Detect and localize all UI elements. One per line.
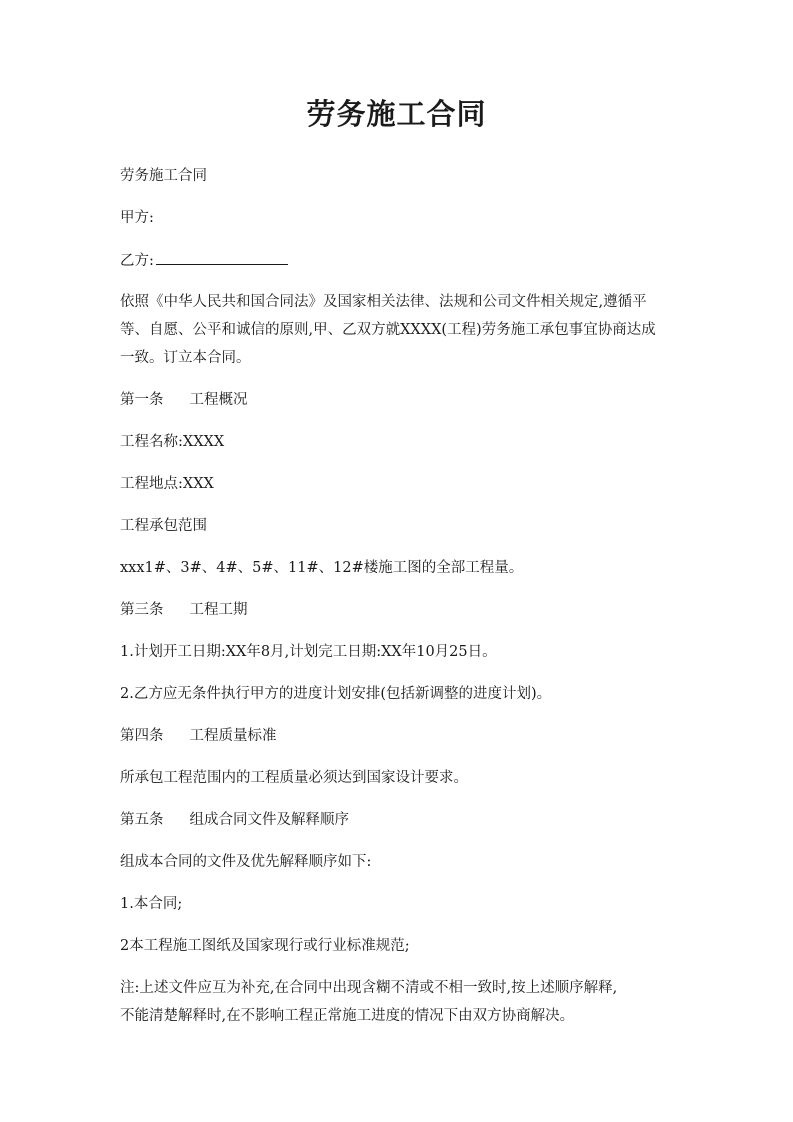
quality-text: 所承包工程范围内的工程质量必须达到国家设计要求。 xyxy=(120,770,468,786)
doc-item-2: 2本工程施工图纸及国家现行或行业标准规范; xyxy=(120,938,410,954)
article-5-heading xyxy=(120,810,349,830)
scope-text: xxx1#、3#、4#、5#、11#、12#楼施工图的全部工程量。 xyxy=(120,560,524,576)
article-3-heading xyxy=(120,600,248,620)
article-1-heading xyxy=(120,390,248,410)
article-5-number: 第五条 xyxy=(120,812,164,828)
intro-line-3: 一致。订立本合同。 xyxy=(120,350,251,366)
intro-line-1: 依照《中华人民共和国合同法》及国家相关法律、法规和公司文件相关规定,遵循平 xyxy=(120,294,647,310)
document-title: 劳务施工合同 xyxy=(306,97,487,131)
scope-heading: 工程承包范围 xyxy=(120,518,207,534)
docs-intro: 组成本合同的文件及优先解释顺序如下: xyxy=(120,854,372,870)
party-b-label: 乙方: xyxy=(120,253,154,269)
note-line-2: 不能清楚解释时,在不影响工程正常施工进度的情况下由双方协商解决。 xyxy=(120,1008,575,1024)
article-5-title: 组成合同文件及解释顺序 xyxy=(189,812,349,828)
party-b-line xyxy=(120,250,288,271)
schedule-item-2: 2.乙方应无条件执行甲方的进度计划安排(包括新调整的进度计划)。 xyxy=(120,686,552,702)
article-1-title: 工程概况 xyxy=(189,392,248,408)
project-location: 工程地点:XXX xyxy=(120,476,214,492)
doc-item-1: 1.本合同; xyxy=(120,896,183,912)
project-name: 工程名称:XXXX xyxy=(120,434,225,450)
party-b-blank xyxy=(156,250,288,265)
intro-line-2: 等、自愿、公平和诚信的原则,甲、乙双方就XXXX(工程)劳务施工承包事宜协商达成 xyxy=(120,322,656,338)
schedule-item-1: 1.计划开工日期:XX年8月,计划完工日期:XX年10月25日。 xyxy=(120,644,497,660)
article-4-number: 第四条 xyxy=(120,728,164,744)
article-4-title: 工程质量标准 xyxy=(189,728,277,744)
party-a-line: 甲方: xyxy=(120,210,154,226)
note-line-1: 注:上述文件应互为补充,在合同中出现含糊不清或不相一致时,按上述顺序解释, xyxy=(120,980,618,996)
article-3-number: 第三条 xyxy=(120,602,164,618)
article-4-heading xyxy=(120,726,277,746)
subtitle: 劳务施工合同 xyxy=(120,168,207,184)
article-3-title: 工程工期 xyxy=(189,602,248,618)
article-1-number: 第一条 xyxy=(120,392,164,408)
